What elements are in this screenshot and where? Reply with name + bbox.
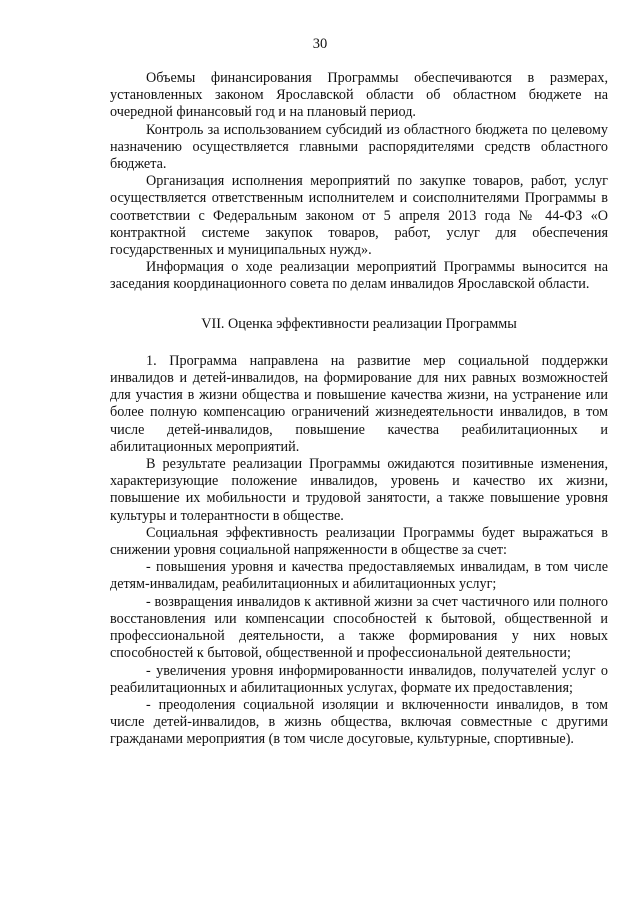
section-heading: VII. Оценка эффективности реализации Программы bbox=[201, 315, 517, 332]
page-number: 30 bbox=[312, 36, 328, 52]
document-body bbox=[110, 70, 608, 749]
paragraph-expected-results: В результате реализации Программы ожидаются позитивные изменения, характеризующие положение инвалидов, уровень и качество их жизни, повышение их мобильности и трудовой занятости, а также повышение уровня культуры и толерантности в обществе. bbox=[110, 456, 608, 524]
list-item-active-life: - возвращения инвалидов к активной жизни за счет частичного или полного восстановления или компенсации способностей к бытовой, общественной и профессиональной деятельности, а также формирования у них новых способностей к бытовой, общественной и профессиональной деятельности; bbox=[110, 593, 608, 662]
list-item-social-inclusion: - преодоления социальной изоляции и включенности инвалидов, в том числе детей-инвалидов, в жизнь общества, включая совместные с другими гражданами мероприятия (в том числе досуговые, культурные, спортивные). bbox=[110, 696, 608, 748]
paragraph-funding: Объемы финансирования Программы обеспечиваются в размерах, установленных законом Ярославской области об областном бюджете на очередной финансовый год и на плановый период. bbox=[110, 70, 608, 121]
list-item-awareness: - увеличения уровня информированности инвалидов, получателей услуг о реабилитационных и абилитационных услугах, формате их предоставления; bbox=[110, 662, 608, 696]
paragraph-social-efficiency: Социальная эффективность реализации Программы будет выражаться в снижении уровня социальной напряженности в обществе за счет: bbox=[110, 524, 608, 559]
paragraph-program-goal: 1. Программа направлена на развитие мер социальной поддержки инвалидов и детей-инвалидов, на формирование для них равных возможностей для участия в жизни общества и повышение качества жизни, на устранение или более полную компенсацию ограничений жизнедеятельности инвалидов, в том числе детей-инвалидов, повышение качества реабилитационных и абилитационных мероприятий. bbox=[110, 352, 608, 455]
list-item-service-quality: - повышения уровня и качества предоставляемых инвалидам, в том числе детям-инвалидам, реабилитационных и абилитационных услуг; bbox=[110, 559, 608, 593]
paragraph-subsidy-control: Контроль за использованием субсидий из областного бюджета по целевому назначению осуществляется главными распорядителями средств областного бюджета. bbox=[110, 121, 608, 173]
paragraph-progress-info: Информация о ходе реализации мероприятий Программы выносится на заседания координационного совета по делам инвалидов Ярославской области. bbox=[110, 259, 608, 293]
paragraph-procurement: Организация исполнения мероприятий по закупке товаров, работ, услуг осуществляется ответственным исполнителем и соисполнителями Программы в соответствии с Федеральным законом от 5 апреля 2013 года № 44-ФЗ «О контрактной системе закупок товаров, работ, услуг для обеспечения государственных и муниципальных нужд». bbox=[110, 173, 608, 259]
